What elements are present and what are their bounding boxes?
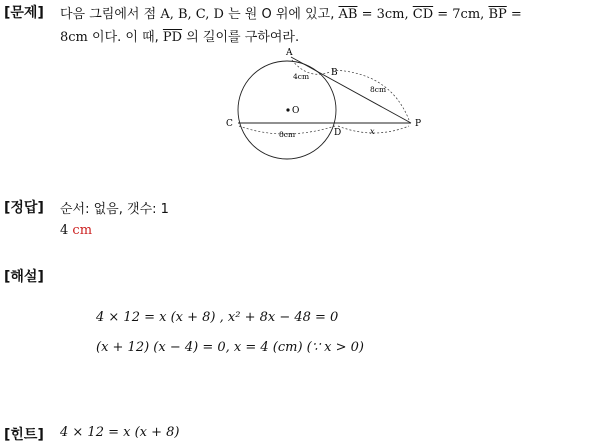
segment-bp: $\overline{BP}$ <box>488 7 507 22</box>
hint-label: [힌트] <box>4 427 44 443</box>
point-p-label: P <box>415 119 422 129</box>
answer-info: 순서: 없음, 갯수: 1 <box>60 202 169 217</box>
dim-label-dp: x <box>370 127 375 136</box>
segment-pd: $\overline{PD}$ <box>162 30 183 45</box>
dim-label-ab: 4cm <box>293 72 310 81</box>
dim-arc-bp <box>332 70 409 120</box>
segment-ab: $\overline{AB}$ <box>338 7 358 22</box>
solution-equation-2: (x + 12) (x − 4) = 0, x = 4 (cm) (∵ x > 0) <box>96 340 364 355</box>
dim-label-bp: 8cm <box>370 85 387 94</box>
problem-label: [문제] <box>4 5 44 21</box>
solution-equation-1: 4 × 12 = x (x + 8) , x² + 8x − 48 = 0 <box>96 310 339 325</box>
point-d-label: D <box>334 128 342 138</box>
problem-line1-prefix: 다음 그림에서 점 <box>60 7 161 22</box>
secant-apb <box>291 57 411 123</box>
answer-label: [정답] <box>4 200 44 216</box>
center-dot <box>286 108 289 111</box>
geometry-figure <box>222 46 432 170</box>
point-a-label: A <box>286 48 293 58</box>
point-b-label: B <box>331 68 338 78</box>
answer-value-number: 4 <box>60 223 69 238</box>
problem-text-line2 <box>60 26 299 45</box>
problem-line1-points: A, B, C, D <box>160 7 224 22</box>
segment-bp-value: 8cm <box>60 30 88 45</box>
dim-label-cd: 8cm <box>279 130 296 139</box>
answer-value-unit: cm <box>72 223 93 238</box>
segment-ab-value: = 3cm, <box>357 7 413 22</box>
answer-value <box>60 223 92 238</box>
segment-bp-eq: = <box>506 7 522 22</box>
problem-text-line1 <box>60 3 522 22</box>
problem-line2-mid: 이다. 이 때, <box>87 30 163 45</box>
solution-label: [해설] <box>4 269 44 285</box>
point-o-label: O <box>292 106 300 116</box>
hint-equation: 4 × 12 = x (x + 8) <box>60 425 180 440</box>
segment-cd-value: = 7cm, <box>433 7 489 22</box>
problem-line1-mid: 는 원 O 위에 있고, <box>223 7 339 22</box>
segment-cd: $\overline{CD}$ <box>412 7 434 22</box>
problem-line2-suffix: 의 길이를 구하여라. <box>182 30 300 45</box>
point-c-label: C <box>226 119 233 129</box>
